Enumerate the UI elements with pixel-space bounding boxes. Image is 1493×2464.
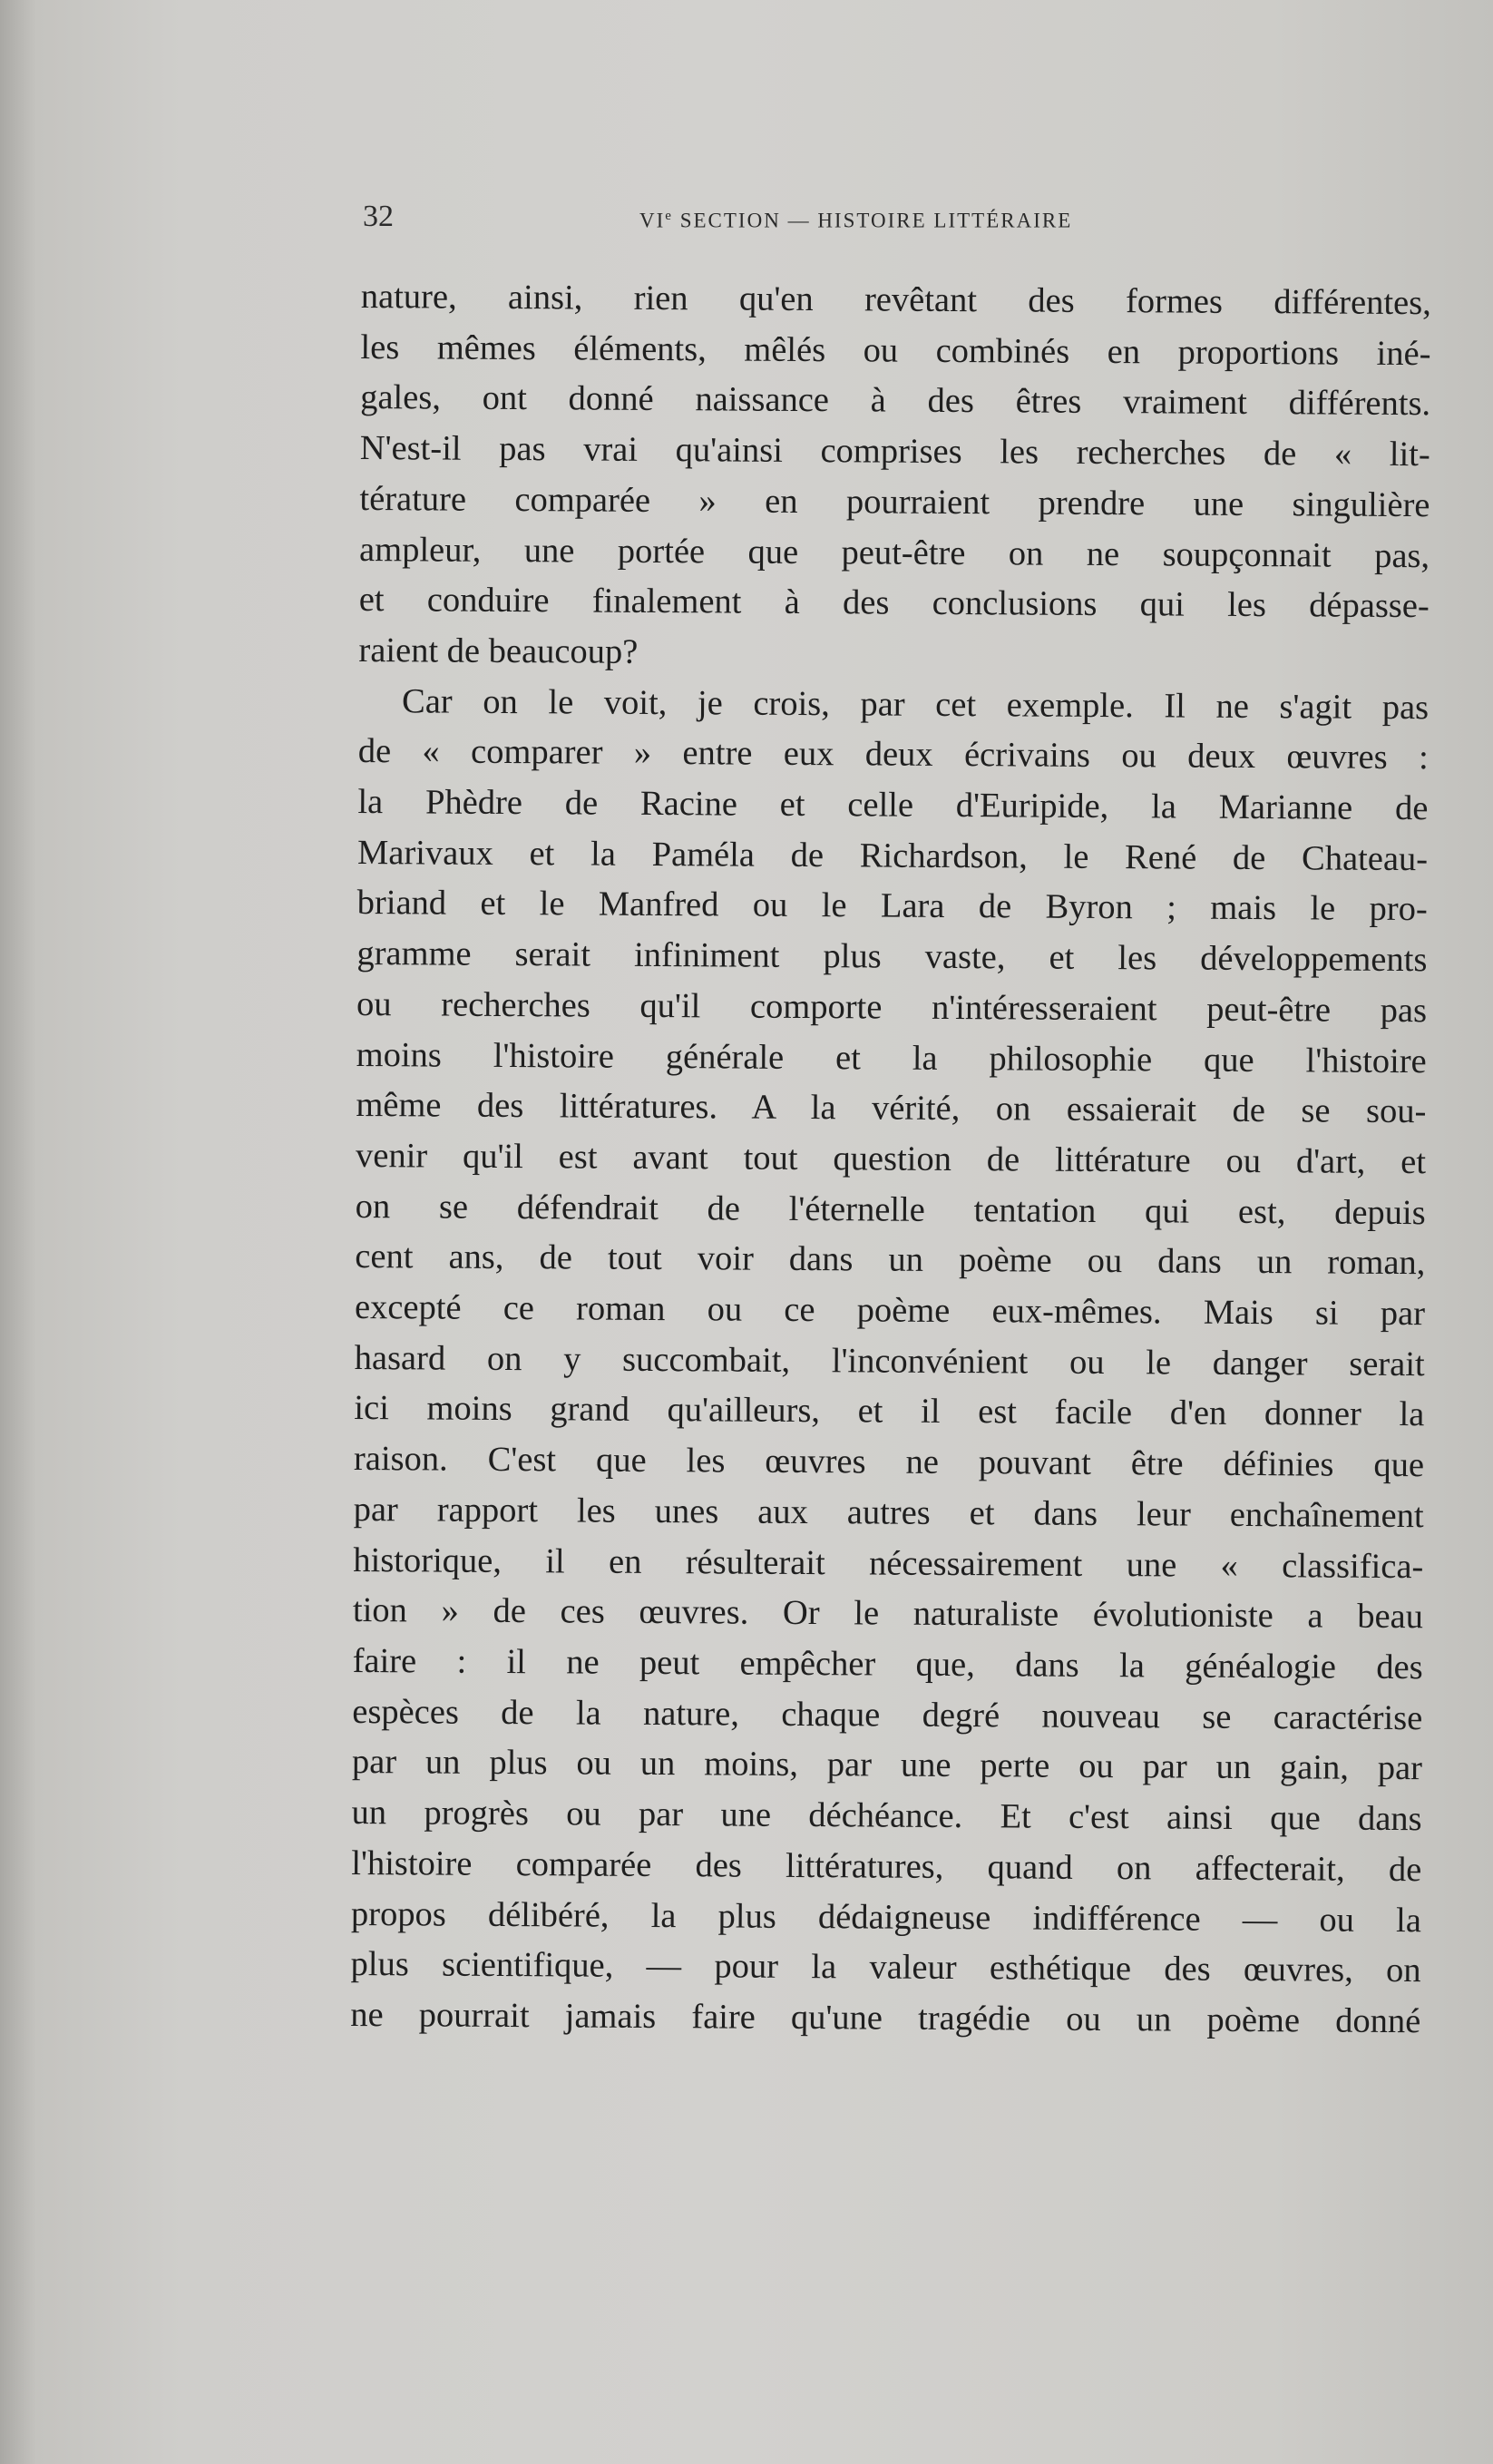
text-line: la Phèdre de Racine et celle d'Euripide, la Marianne de: [357, 783, 1429, 828]
text-line: espèces de la nature, chaque degré nouveau se caractérise: [352, 1692, 1423, 1737]
text-line: venir qu'il est avant tout question de littérature ou d'art, et: [355, 1136, 1427, 1182]
running-header: [363, 198, 1451, 243]
text-line: excepté ce roman ou ce poème eux-mêmes. Mais si par: [354, 1288, 1426, 1334]
text-line: et conduire finalement à des conclusions qui les dépasse-: [358, 581, 1430, 626]
running-head-title: [639, 209, 1072, 233]
text-line: même des littératures. A la vérité, on essaierait de se sou-: [356, 1086, 1427, 1131]
text-line: térature comparée » en pourraient prendre une singulière: [359, 479, 1430, 525]
section-number: VI: [639, 209, 666, 232]
text-line: Marivaux et la Paméla de Richardson, le René de Chateau-: [356, 833, 1429, 878]
text-line: Car on le voit, je crois, par cet exemple. Il ne s'agit pas: [401, 681, 1430, 727]
text-line: N'est-il pas vrai qu'ainsi comprises les recherches de « lit-: [359, 429, 1430, 474]
text-line: ampleur, une portée que peut-être on ne soupçonnait pas,: [359, 530, 1430, 575]
text-line: historique, il en résulterait nécessairement une « classifica-: [353, 1540, 1424, 1586]
text-line: briand et le Manfred ou le Lara de Byron ; mais le pro-: [356, 884, 1428, 929]
text-line: raison. C'est que les œuvres ne pouvant être définies que: [353, 1440, 1425, 1485]
text-line: gales, ont donné naissance à des êtres vraiment différents.: [360, 378, 1431, 424]
text-line: par rapport les unes aux autres et dans leur enchaînement: [353, 1490, 1424, 1536]
text-line: de « comparer » entre eux deux écrivains ou deux œuvres :: [357, 732, 1429, 777]
text-line: faire : il ne peut empêcher que, dans la généalogie des: [352, 1641, 1423, 1687]
text-line: plus scientifique, — pour la valeur esthétique des œuvres, on: [350, 1945, 1421, 1990]
page-number: 32: [363, 200, 394, 233]
text-line: l'histoire comparée des littératures, quand on affecterait, de: [351, 1843, 1422, 1889]
text-line: ne pourrait jamais faire qu'une tragédie ou un poème donné: [350, 1995, 1421, 2041]
body-text: [350, 272, 1431, 2048]
text-line: on se défendrait de l'éternelle tentation qui est, depuis: [355, 1187, 1426, 1232]
text-line: ou recherches qu'il comporte n'intéresseraient peut-être pas: [356, 984, 1428, 1031]
text-line: ici moins grand qu'ailleurs, et il est facile d'en donner la: [354, 1389, 1425, 1434]
text-line: nature, ainsi, rien qu'en revêtant des formes différentes,: [360, 277, 1431, 323]
section-number-sup: e: [665, 209, 673, 223]
text-line: un progrès ou par une déchéance. Et c'est ainsi que dans: [351, 1794, 1422, 1839]
text-line: gramme serait infiniment plus vaste, et les développements: [356, 934, 1428, 980]
text-line: tion » de ces œuvres. Or le naturaliste évolutioniste a beau: [352, 1591, 1424, 1637]
text-line: propos délibéré, la plus dédaigneuse indifférence — ou la: [350, 1894, 1422, 1940]
text-line: les mêmes éléments, mêlés ou combinés en proportions iné-: [360, 328, 1431, 373]
text-line: cent ans, de tout voir dans un poème ou dans un roman,: [355, 1237, 1426, 1283]
text-line: moins l'histoire générale et la philosophie que l'histoire: [356, 1035, 1427, 1080]
text-line: raient de beaucoup?: [358, 631, 639, 671]
text-line: par un plus ou un moins, par une perte ou par un gain, par: [351, 1743, 1423, 1788]
text-line: hasard on y succombait, l'inconvénient ou le danger serait: [354, 1338, 1425, 1384]
section-title: SECTION — HISTOIRE LITTÉRAIRE: [679, 209, 1073, 232]
